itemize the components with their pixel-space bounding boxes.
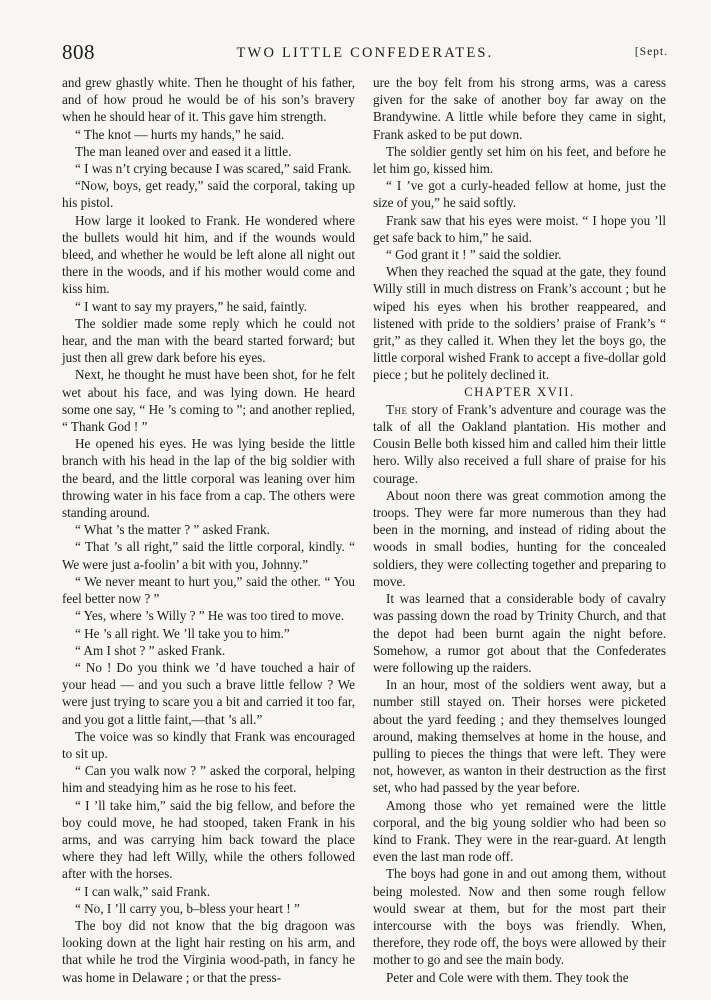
page-header [62, 40, 668, 66]
paragraph: It was learned that a considerable body of cavalry was passing down the road by Trinity Church, and that the depot had been burnt again the night before. Somehow, a rumor got about that the Confederates were following up the raiders. [373, 591, 666, 675]
paragraph: ure the boy felt from his strong arms, was a caress given for the sake of another boy far away on the Brandywine. A little while before they came in sight, Frank asked to be put down. [373, 75, 666, 142]
paragraph: “ Am I shot ? ” asked Frank. [75, 642, 226, 658]
right-column [373, 74, 666, 986]
paragraph: The soldier made some reply which he could not hear, and the man with the beard started forward; but just then all grew dark before his eyes. [62, 315, 355, 366]
paragraph: “ I want to say my prayers,” he said, faintly. [75, 298, 308, 314]
paragraph: The boy did not know that the big dragoon was looking down at the light hair resting on his arm, and that while he trod the Virginia wood-path, in fancy he was home in Delaware ; or that the press- [62, 917, 355, 985]
paragraph: “Now, boys, get ready,” said the corporal, taking up his pistol. [62, 178, 355, 211]
paragraph: “ Yes, where ’s Willy ? ” He was too tired to move. [75, 608, 345, 624]
paragraph: The man leaned over and eased it a little. [75, 143, 292, 159]
paragraph: Next, he thought he must have been shot, for he felt wet about his face, and was lying down. He heard some one say, “ He ’s coming to ”; and another replied, “ Thank God ! ” [62, 367, 355, 435]
page-number: 808 [62, 40, 95, 64]
paragraph: “ What ’s the matter ? ” asked Frank. [75, 522, 270, 538]
paragraph: “ The knot — hurts my hands,” he said. [75, 126, 285, 142]
paragraph: “ I ’ve got a curly-headed fellow at home, just the size of you,” he said softly. [373, 178, 666, 211]
chapter-opening-paragraph [373, 401, 666, 487]
paragraph: “ I can walk,” said Frank. [75, 883, 211, 899]
paragraph: “ That ’s all right,” said the little corporal, kindly. “ We were just a-foolin’ a bit with you, Johnny.” [62, 539, 355, 572]
paragraph: The voice was so kindly that Frank was encouraged to sit up. [62, 728, 355, 761]
paragraph: “ God grant it ! ” said the soldier. [386, 247, 562, 263]
paragraph: Peter and Cole were with them. They took the [386, 969, 629, 985]
paragraph: The boys had gone in and out among them, without being molested. Now and then some rough fellow would swear at them, but for the most part their intercourse with the boys was friendly. When, therefore, they rode off, the boys were allowed by their mother to go and see the main body. [373, 866, 666, 968]
left-column [62, 74, 355, 986]
chapter-first-text: story of Frank’s adventure and courage was the talk of all the Oakland plantation. His mother and Cousin Belle both kissed him and called him their little hero. Willy also received a full share of praise for his courage. [373, 401, 666, 486]
paragraph: and grew ghastly white. Then he thought of his father, and of how proud he would be of his son’s bravery when he should hear of it. This gave him strength. [62, 75, 355, 125]
paragraph: “ I was n’t crying because I was scared,” said Frank. [75, 161, 352, 177]
paragraph: Among those who yet remained were the little corporal, and the big young soldier who had been so kind to Frank. They were in the rear-guard. At length even the last man rode off. [373, 797, 666, 865]
paragraph: About noon there was great commotion among the troops. They were far more numerous than they had been in the morning, and instead of riding about the woods in small bodies, hunting for the concealed soldiers, they were collecting together and preparing to move. [373, 487, 666, 589]
paragraph: In an hour, most of the soldiers went away, but a number still stayed on. Their horses were picketed about the yard feeding ; and they themselves lounged around, making themselves at home in the house, and pulling to pieces the things that were left. They were not, however, as wanton in their destruction as the first set, who had passed by the year before. [373, 677, 666, 796]
paragraph: “ No ! Do you think we ’d have touched a hair of your head — and you such a brave little fellow ? We were just trying to scare you a bit and carried it too far, and you got a little faint,—that ’s all.” [62, 659, 355, 727]
chapter-heading: CHAPTER XVII. [464, 384, 575, 399]
paragraph: He opened his eyes. He was lying beside the little branch with his head in the lap of the big soldier with the beard, and the little corporal was leaning over him throwing water in his face from a cap. The others were standing around. [62, 436, 355, 521]
running-title: TWO LITTLE CONFEDERATES. [236, 45, 494, 61]
paragraph: “ He ’s all right. We ’ll take you to him.” [75, 625, 290, 641]
running-month: [Sept. [634, 46, 668, 58]
chapter-first-word: The [386, 401, 408, 417]
paragraph: The soldier gently set him on his feet, and before he let him go, kissed him. [373, 143, 666, 177]
paragraph: “ I ’ll take him,” said the big fellow, and before the boy could move, he had stooped, taken Frank in his arms, and was carrying him back toward the place where they had left Willy, while the others followed after with the horses. [62, 797, 355, 882]
paragraph: When they reached the squad at the gate, they found Willy still in much distress on Frank’s account ; but he wiped his eyes when his brother reappeared, and listened with pride to the soldiers’ praise of Frank’s “ grit,” as they called it. When they let the boys go, the little corporal wished Frank to accept a five-dollar gold piece ; but he politely declined it. [373, 264, 666, 383]
paragraph: How large it looked to Frank. He wondered where the bullets would hit him, and if the wounds would bleed, and whether he would be left alone all night out there in the woods, and if his mother would come and kiss him. [62, 212, 355, 297]
paragraph: “ Can you walk now ? ” asked the corporal, helping him and steadying him as he rose to his feet. [62, 763, 355, 796]
paragraph: “ We never meant to hurt you,” said the other. “ You feel better now ? ” [62, 573, 355, 607]
paragraph: Frank saw that his eyes were moist. “ I hope you ’ll get safe back to him,” he said. [373, 212, 666, 245]
paragraph: “ No, I ’ll carry you, b–bless your heart ! ” [75, 900, 300, 916]
